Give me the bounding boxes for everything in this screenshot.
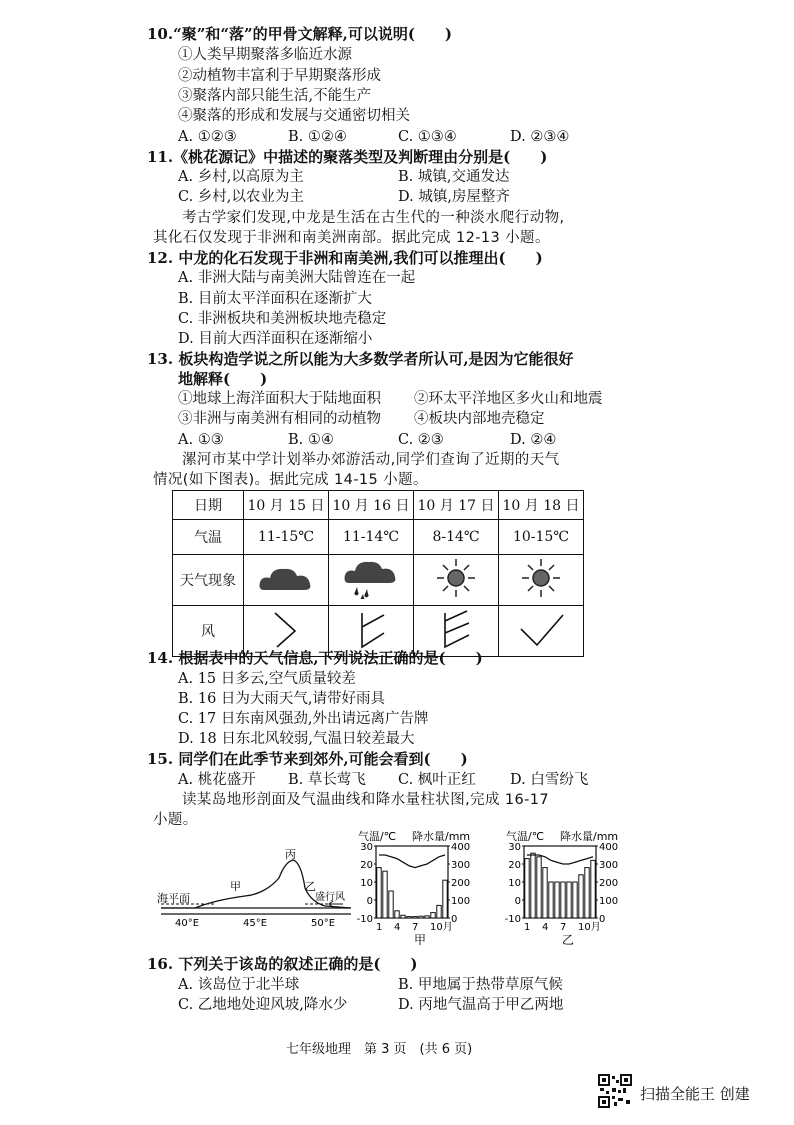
precip-bar bbox=[543, 868, 547, 918]
q15-stem: 15. 同学们在此季节来到郊外,可能会看到( ) bbox=[147, 750, 468, 768]
longitude-45-label: 45°E bbox=[243, 918, 268, 928]
scanner-watermark: 扫描全能王 创建 bbox=[640, 1085, 750, 1103]
precip-bar bbox=[383, 871, 387, 918]
weather-cell bbox=[329, 555, 414, 606]
q15-option-c[interactable]: C. 枫叶正红 bbox=[398, 772, 476, 788]
sunny-icon bbox=[519, 556, 563, 600]
q13-statement-4: ④板块内部地壳稳定 bbox=[414, 411, 545, 427]
month-tick-label: 7 bbox=[412, 922, 419, 933]
precip-bar bbox=[573, 882, 577, 918]
month-tick-label: 1 bbox=[524, 922, 531, 933]
temp-axis-title: 气温/℃ bbox=[358, 830, 397, 843]
month-tick-label: 10月 bbox=[430, 922, 453, 933]
q16-option-b[interactable]: B. 甲地属于热带草原气候 bbox=[398, 977, 563, 993]
precip-tick-label: 100 bbox=[599, 896, 619, 907]
weather-cell bbox=[414, 555, 499, 606]
precip-tick-label: 200 bbox=[599, 878, 619, 889]
precip-tick-label: 300 bbox=[451, 860, 471, 871]
q13-statement-3: ③非洲与南美洲有相同的动植物 bbox=[178, 411, 381, 427]
month-tick-label: 10月 bbox=[578, 922, 601, 933]
q11-option-d[interactable]: D. 城镇,房屋整齐 bbox=[398, 189, 510, 205]
temp-tick-label: 20 bbox=[508, 860, 521, 871]
qr-code-icon bbox=[598, 1074, 632, 1108]
wind-symbol-icon bbox=[511, 607, 571, 651]
weather-cell bbox=[499, 555, 584, 606]
chart-title: 乙 bbox=[562, 933, 575, 946]
q10-statement-4: ④聚落的形成和发展与交通密切相关 bbox=[178, 108, 410, 124]
precip-axis-title: 降水量/mm bbox=[560, 830, 619, 843]
precip-tick-label: 0 bbox=[451, 914, 458, 925]
q13-statement-1: ①地球上海洋面积大于陆地面积 bbox=[178, 391, 381, 407]
climate-chart-yi bbox=[500, 826, 640, 946]
temp-cell: 10-15℃ bbox=[499, 520, 584, 555]
q13-option-d[interactable]: D. ②④ bbox=[510, 432, 557, 448]
precip-bar bbox=[537, 857, 541, 918]
date-cell: 10 月 15 日 bbox=[244, 491, 329, 520]
point-yi-label: 乙 bbox=[305, 880, 316, 893]
q15-option-a[interactable]: A. 桃花盛开 bbox=[178, 772, 256, 788]
date-cell: 10 月 16 日 bbox=[329, 491, 414, 520]
precip-axis-title: 降水量/mm bbox=[412, 830, 471, 843]
longitude-50-label: 50°E bbox=[311, 918, 336, 928]
header-wind: 风 bbox=[173, 606, 244, 657]
q10-option-c[interactable]: C. ①③④ bbox=[398, 129, 457, 145]
q13-stem-line2: 地解释( ) bbox=[178, 370, 268, 388]
q10-option-a[interactable]: A. ①②③ bbox=[178, 129, 237, 145]
temp-tick-label: 0 bbox=[514, 896, 521, 907]
q13-statement-2: ②环太平洋地区多火山和地震 bbox=[414, 391, 603, 407]
q12-option-a[interactable]: A. 非洲大陆与南美洲大陆曾连在一起 bbox=[178, 270, 416, 286]
intro-14-15-line1: 漯河市某中学计划举办郊游活动,同学们查询了近期的天气 bbox=[182, 452, 560, 468]
intro-12-13-line2: 其化石仅发现于非洲和南美洲南部。据此完成 12-13 小题。 bbox=[153, 230, 550, 246]
intro-16-17-line1: 读某岛地形剖面及气温曲线和降水量柱状图,完成 16-17 bbox=[182, 792, 550, 808]
precip-bar bbox=[401, 915, 405, 918]
q14-stem: 14. 根据表中的天气信息,下列说法正确的是( ) bbox=[147, 649, 483, 667]
precip-bar bbox=[395, 911, 399, 918]
point-bing-label: 丙 bbox=[285, 848, 296, 861]
precip-bar bbox=[525, 859, 529, 918]
q13-stem-line1: 13. 板块构造学说之所以能为大多数学者所认可,是因为它能很好 bbox=[147, 350, 574, 368]
rain-icon bbox=[341, 557, 401, 599]
precip-bar bbox=[377, 868, 381, 918]
temp-tick-label: 20 bbox=[360, 860, 373, 871]
intro-16-17-line2: 小题。 bbox=[153, 812, 198, 828]
q15-option-d[interactable]: D. 白雪纷飞 bbox=[510, 772, 589, 788]
temp-tick-label: 10 bbox=[508, 878, 521, 889]
intro-12-13-line1: 考古学家们发现,中龙是生活在古生代的一种淡水爬行动物, bbox=[182, 210, 565, 226]
weather-table bbox=[172, 490, 584, 657]
q13-option-a[interactable]: A. ①③ bbox=[178, 432, 224, 448]
wind-symbol-icon bbox=[431, 607, 481, 651]
q10-statement-1: ①人类早期聚落多临近水源 bbox=[178, 47, 352, 63]
q11-stem: 11.《桃花源记》中描述的聚落类型及判断理由分别是( ) bbox=[147, 148, 548, 166]
precip-bar bbox=[549, 882, 553, 918]
q13-option-b[interactable]: B. ①④ bbox=[288, 432, 334, 448]
wind-cell bbox=[499, 606, 584, 657]
q10-option-b[interactable]: B. ①②④ bbox=[288, 129, 347, 145]
precip-tick-label: 0 bbox=[599, 914, 606, 925]
sea-level-label: 海平面 bbox=[157, 892, 190, 905]
temp-tick-label: -10 bbox=[356, 914, 373, 925]
sunny-icon bbox=[434, 556, 478, 600]
precip-bar bbox=[591, 860, 595, 918]
q13-option-c[interactable]: C. ②③ bbox=[398, 432, 444, 448]
q10-statement-3: ③聚落内部只能生活,不能生产 bbox=[178, 88, 372, 104]
precip-tick-label: 400 bbox=[599, 842, 619, 853]
precip-bar bbox=[437, 905, 441, 918]
q12-stem: 12. 中龙的化石发现于非洲和南美洲,我们可以推理出( ) bbox=[147, 249, 543, 267]
q10-statement-2: ②动植物丰富利于早期聚落形成 bbox=[178, 68, 381, 84]
precip-bar bbox=[389, 891, 393, 918]
wind-symbol-icon bbox=[346, 607, 396, 651]
precip-bar bbox=[561, 882, 565, 918]
q11-option-b[interactable]: B. 城镇,交通发达 bbox=[398, 169, 510, 185]
month-tick-label: 4 bbox=[542, 922, 549, 933]
temp-tick-label: 10 bbox=[360, 878, 373, 889]
wind-symbol-icon bbox=[261, 607, 311, 651]
q10-stem: 10.“聚”和“落”的甲骨文解释,可以说明( ) bbox=[147, 25, 453, 43]
temp-cell: 11-15℃ bbox=[244, 520, 329, 555]
header-weather: 天气现象 bbox=[173, 555, 244, 606]
precip-bar bbox=[531, 853, 535, 918]
q12-option-d[interactable]: D. 目前大西洋面积在逐渐缩小 bbox=[178, 331, 373, 347]
precip-bar bbox=[407, 917, 411, 918]
date-cell: 10 月 18 日 bbox=[499, 491, 584, 520]
q14-option-c[interactable]: C. 17 日东南风强劲,外出请远离广告牌 bbox=[178, 711, 429, 727]
q12-option-b[interactable]: B. 目前太平洋面积在逐渐扩大 bbox=[178, 291, 372, 307]
precip-bar bbox=[555, 882, 559, 918]
page-footer: 七年级地理 第 3 页 (共 6 页) bbox=[286, 1042, 473, 1057]
q16-option-c[interactable]: C. 乙地地处迎风坡,降水少 bbox=[178, 997, 348, 1013]
terrain-profile bbox=[155, 848, 355, 928]
precip-bar bbox=[567, 882, 571, 918]
temp-tick-label: -10 bbox=[504, 914, 521, 925]
precip-bar bbox=[443, 880, 447, 918]
temp-tick-label: 0 bbox=[366, 896, 373, 907]
temp-cell: 11-14℃ bbox=[329, 520, 414, 555]
temp-line bbox=[379, 855, 445, 868]
intro-14-15-line2: 情况(如下图表)。据此完成 14-15 小题。 bbox=[153, 472, 428, 488]
cloudy-icon bbox=[256, 558, 316, 598]
month-tick-label: 1 bbox=[376, 922, 383, 933]
weather-cell bbox=[244, 555, 329, 606]
precip-tick-label: 100 bbox=[451, 896, 471, 907]
q12-option-c[interactable]: C. 非洲板块和美洲板块地壳稳定 bbox=[178, 311, 387, 327]
header-temperature: 气温 bbox=[173, 520, 244, 555]
point-jia-label: 甲 bbox=[230, 880, 241, 893]
month-tick-label: 4 bbox=[394, 922, 401, 933]
month-tick-label: 7 bbox=[560, 922, 567, 933]
precip-tick-label: 200 bbox=[451, 878, 471, 889]
q16-stem: 16. 下列关于该岛的叙述正确的是( ) bbox=[147, 955, 418, 973]
temp-tick-label: 30 bbox=[508, 842, 521, 853]
precip-bar bbox=[413, 917, 417, 918]
q15-option-b[interactable]: B. 草长莺飞 bbox=[288, 772, 366, 788]
chart-title: 甲 bbox=[414, 933, 427, 946]
precip-bar bbox=[431, 913, 435, 918]
q14-option-d[interactable]: D. 18 日东北风较弱,气温日较差最大 bbox=[178, 731, 415, 747]
precip-bar bbox=[425, 916, 429, 918]
header-date: 日期 bbox=[173, 491, 244, 520]
longitude-40-label: 40°E bbox=[175, 918, 200, 928]
q16-option-d[interactable]: D. 丙地气温高于甲乙两地 bbox=[398, 997, 564, 1013]
climate-chart-jia bbox=[352, 826, 492, 946]
q14-option-a[interactable]: A. 15 日多云,空气质量较差 bbox=[178, 671, 356, 687]
date-cell: 10 月 17 日 bbox=[414, 491, 499, 520]
temp-cell: 8-14℃ bbox=[414, 520, 499, 555]
precip-bar bbox=[419, 916, 423, 918]
q10-option-d[interactable]: D. ②③④ bbox=[510, 129, 570, 145]
precip-tick-label: 300 bbox=[599, 860, 619, 871]
q11-option-a[interactable]: A. 乡村,以高原为主 bbox=[178, 169, 304, 185]
prevailing-wind-label: 盛行风 bbox=[315, 892, 345, 903]
precip-tick-label: 400 bbox=[451, 842, 471, 853]
q16-option-a[interactable]: A. 该岛位于北半球 bbox=[178, 977, 300, 993]
temp-axis-title: 气温/℃ bbox=[506, 830, 545, 843]
q11-option-c[interactable]: C. 乡村,以农业为主 bbox=[178, 189, 304, 205]
precip-bar bbox=[585, 868, 589, 918]
precip-bar bbox=[579, 875, 583, 918]
q14-option-b[interactable]: B. 16 日为大雨天气,请带好雨具 bbox=[178, 691, 386, 707]
temp-tick-label: 30 bbox=[360, 842, 373, 853]
